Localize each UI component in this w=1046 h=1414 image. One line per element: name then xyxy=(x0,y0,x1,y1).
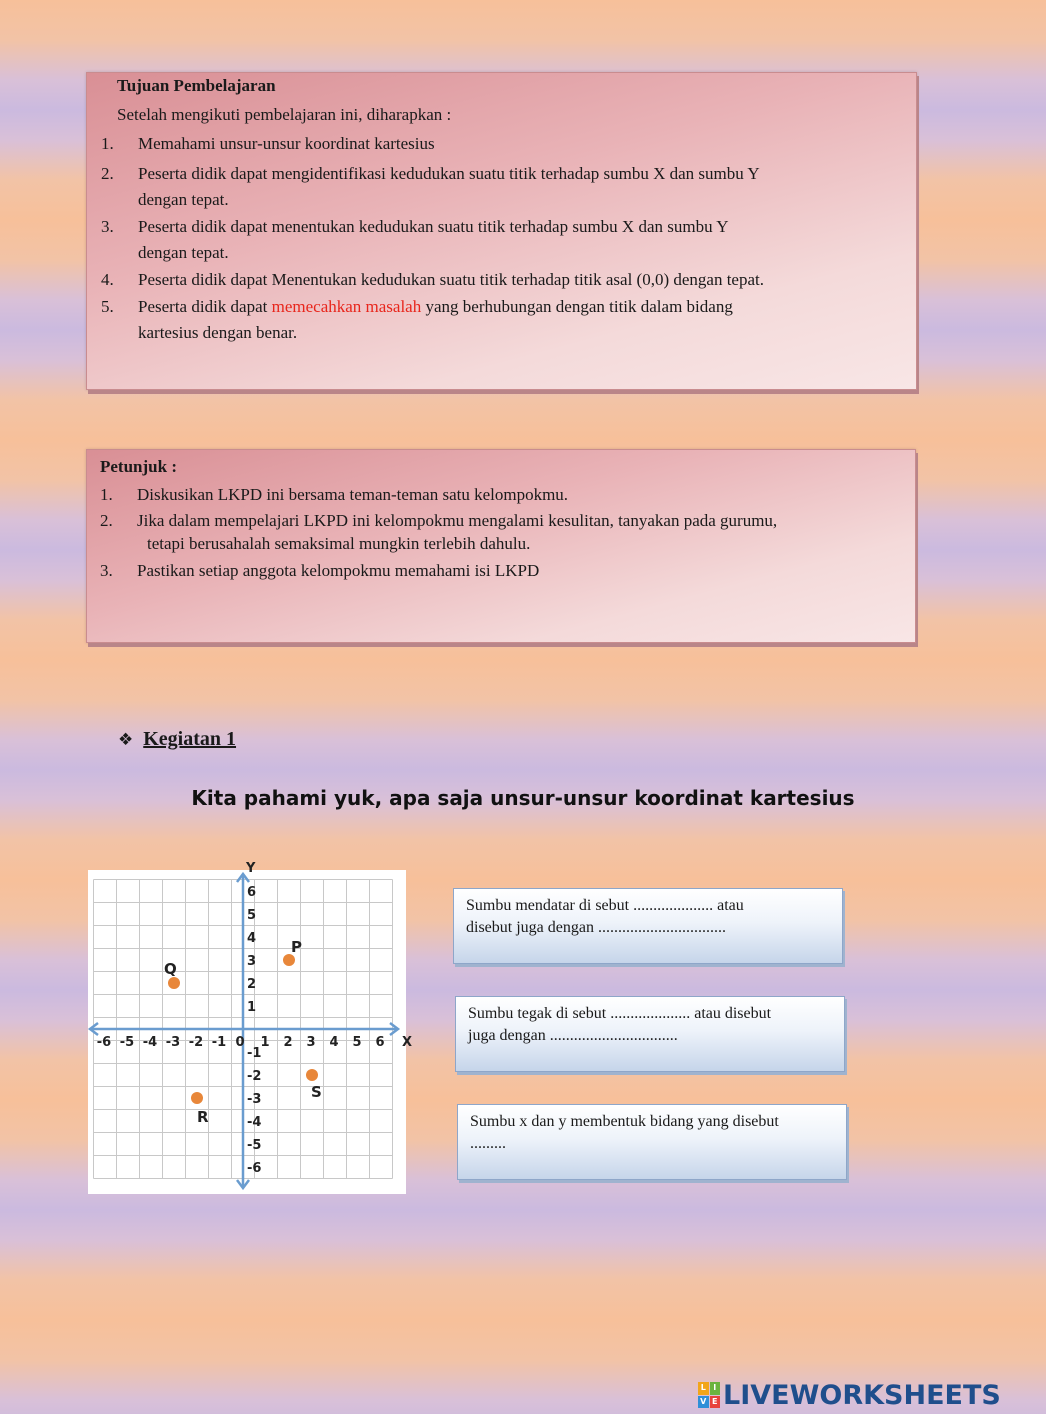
question-box-3[interactable] xyxy=(457,1104,847,1180)
tujuan-item-5: 5. Peserta didik dapat memecahkan masalah yang berhubungan dengan titik dalam bidang kartesius dengan benar. xyxy=(101,297,733,342)
y-tick-label: 5 xyxy=(247,908,257,923)
tujuan-intro: Setelah mengikuti pembelajaran ini, diharapkan : xyxy=(117,105,452,124)
question-2-line-1: Sumbu tegak di sebut .................... atau disebut xyxy=(468,1005,772,1022)
y-tick-label: 6 xyxy=(247,885,257,900)
y-tick-label: 2 xyxy=(247,977,257,992)
tujuan-item-2: 2. Peserta didik dapat mengidentifikasi kedudukan suatu titik terhadap sumbu X dan sumbu Y dengan tepat. xyxy=(101,164,760,209)
point-s xyxy=(306,1069,318,1081)
y-tick-label: 3 xyxy=(247,954,257,969)
cartesian-graph xyxy=(88,861,413,1194)
x-tick-label: 0 xyxy=(235,1035,245,1050)
y-axis-label: Y xyxy=(246,861,256,876)
question-1-line-1: Sumbu mendatar di sebut .................... atau xyxy=(466,897,744,914)
petunjuk-title: Petunjuk : xyxy=(100,457,177,476)
question-1-line-2: disebut juga dengan ................................ xyxy=(466,919,726,936)
question-2-line-2: juga dengan ................................ xyxy=(468,1027,678,1044)
x-tick-label: 5 xyxy=(352,1035,362,1050)
liveworksheets-logo xyxy=(698,1378,1001,1412)
question-box-2[interactable] xyxy=(455,996,845,1072)
y-tick-label: -6 xyxy=(247,1161,262,1176)
point-label-r: R xyxy=(197,1108,209,1126)
y-tick-label: 4 xyxy=(247,931,257,946)
diamond-bullet-icon: ❖ xyxy=(118,730,134,750)
question-3-line-1: Sumbu x dan y membentuk bidang yang disebut xyxy=(470,1113,779,1130)
cartesian-plane xyxy=(88,861,413,1194)
tujuan-pembelajaran-box: Tujuan Pembelajaran Setelah mengikuti pembelajaran ini, diharapkan : 1. Memahami unsur-unsur koordinat kartesius 2. Peserta didik dapat mengidentifikasi kedudukan suatu titik terhadap sumbu X dan sumbu Y dengan tepat. 3. Peserta didik dapat menentukan kedudukan suatu titik terhadap sumbu X dan sumbu Y dengan tepat. 4. Peserta didik dapat Menentukan kedudukan suatu titik terhadap titik asal (0,0) dengan tepat. 5. Peserta didik dapat memecahkan masalah yang berhubungan dengan titik dalam bidang kartesius dengan benar. xyxy=(86,72,917,390)
point-label-s: S xyxy=(311,1083,322,1101)
x-tick-label: 2 xyxy=(283,1035,293,1050)
y-tick-label: 1 xyxy=(247,1000,257,1015)
point-label-p: P xyxy=(291,938,302,956)
point-label-q: Q xyxy=(164,960,177,978)
kegiatan-label: Kegiatan 1 xyxy=(143,728,237,750)
x-tick-label: -4 xyxy=(142,1035,158,1050)
live-badge-icon: L I V E xyxy=(698,1382,720,1408)
x-axis-label: X xyxy=(402,1035,413,1050)
x-tick-label: -3 xyxy=(165,1035,181,1050)
x-tick-label: 4 xyxy=(329,1035,339,1050)
y-tick-label: -5 xyxy=(247,1138,262,1153)
petunjuk-item-2: 2. Jika dalam mempelajari LKPD ini kelompokmu mengalami kesulitan, tanyakan pada gurumu, tetapi berusahalah semaksimal mungkin terlebih dahulu. xyxy=(100,511,778,553)
question-3-line-2: ......... xyxy=(470,1135,506,1152)
question-box-1[interactable] xyxy=(453,888,843,964)
tujuan-title: Tujuan Pembelajaran xyxy=(117,76,276,95)
tujuan-item-3: 3. Peserta didik dapat menentukan kedudukan suatu titik terhadap sumbu X dan sumbu Y dengan tepat. xyxy=(101,217,729,262)
point-r xyxy=(191,1092,203,1104)
y-tick-label: -1 xyxy=(247,1046,262,1061)
highlight-text: memecahkan masalah xyxy=(271,297,422,316)
x-tick-label: -2 xyxy=(188,1035,204,1050)
x-tick-label: -1 xyxy=(211,1035,227,1050)
x-tick-label: -5 xyxy=(119,1035,135,1050)
kegiatan-heading xyxy=(118,728,236,751)
y-tick-label: -3 xyxy=(247,1092,262,1107)
x-tick-label: 6 xyxy=(375,1035,385,1050)
x-tick-label: 1 xyxy=(260,1035,270,1050)
y-tick-label: -4 xyxy=(247,1115,262,1130)
kegiatan-subtitle: Kita pahami yuk, apa saja unsur-unsur koordinat kartesius xyxy=(191,786,855,810)
logo-text: LIVEWORKSHEETS xyxy=(723,1379,1001,1411)
x-tick-label: -6 xyxy=(96,1035,112,1050)
point-q xyxy=(168,977,180,989)
y-tick-label: -2 xyxy=(247,1069,262,1084)
petunjuk-box: Petunjuk : 1. Diskusikan LKPD ini bersama teman-teman satu kelompokmu. 2. Jika dalam mempelajari LKPD ini kelompokmu mengalami kesulitan, tanyakan pada gurumu, tetapi berusahalah semaksimal mungkin terlebih dahulu. 3. Pastikan setiap anggota kelompokmu memahami isi LKPD xyxy=(86,449,916,643)
x-tick-label: 3 xyxy=(306,1035,316,1050)
